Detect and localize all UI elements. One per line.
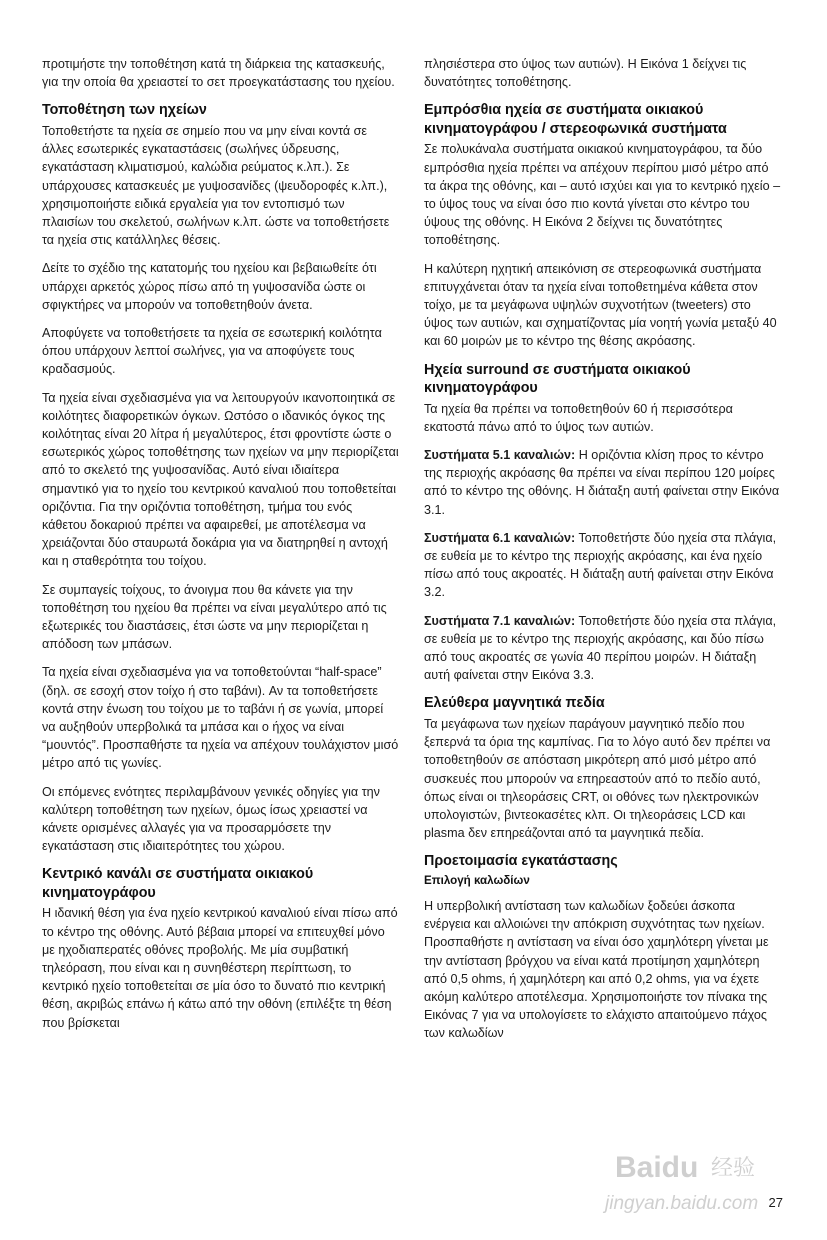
placement-paragraph-3: Αποφύγετε να τοποθετήσετε τα ηχεία σε εσωτερική κοιλότητα όπου υπάρχουν λεπτοί σωλήνες, για να αποφύγετε τους κραδασμούς. — [42, 325, 382, 377]
magnetic-paragraph: Τα μεγάφωνα των ηχείων παράγουν μαγνητικό πεδίο που ξεπερνά τα όρια της καμπίνας. Για το λόγο αυτό δεν πρέπει να τοποθετηθούν σε απόσταση μικρότερη από μισό μέτρο από συσκευές που μπορούν να επηρεαστούν από το πεδίο αυτό, όπως είναι οι τηλεοράσεις CRT, οι οθόνες των ηλεκτρονικών υπολογιστών, βιντεοκασέτες κλπ. Οι τηλεοράσεις LCD και plasma δεν επηρεάζονται από τα μαγνητικά πεδία. — [424, 716, 771, 841]
watermark-cn: 经验 — [711, 1155, 756, 1180]
system-5-1-paragraph — [424, 446, 781, 519]
watermark-url: jingyan.baidu.com — [605, 1193, 759, 1214]
placement-paragraph-7: Οι επόμενες ενότητες περιλαμβάνουν γενικές οδηγίες για την καλύτερη τοποθέτηση των ηχείων, όμως ίσως χρειαστεί να κάνετε ορισμένες αλλαγές για να προσαρμόσετε την εγκατάσταση στις ιδιαιτερότητες του χώρου. — [42, 784, 380, 854]
cables-paragraph: Η υπερβολική αντίσταση των καλωδίων ξοδεύει άσκοπα ενέργεια και αλλοιώνει την απόκριση συχνότητας των ηχείων. Προσπαθήστε η αντίσταση να είναι όσο χαμηλότερη γίνεται με την αντίσταση βρόγχου να είναι κατά προτίμηση χαμηλότερη από 0,5 ohms, ή χαμηλότερη και από 0,2 ohms, για να έχετε ακόμη καλύτερο αποτέλεσμα. Χρησιμοποιήστε τον πίνακα της Εικόνας 7 για να υπολογίσετε το ελάχιστο απαιτούμενο πάχος των καλωδίων — [424, 898, 769, 1041]
placement-paragraph-6: Τα ηχεία είναι σχεδιασμένα για να τοποθετούνται “half-space” (δηλ. σε εσοχή στον τοίχο ή στο ταβάνι). Αν τα τοποθετήσετε κοντά στην ένωση του τοίχου με το ταβάνι ή σε γωνία, μπορεί να αυξηθούν υπερβολικά τα μπάσα και ο ήχος να είναι “μουντός”. Προσπαθήστε τα ηχεία να απέχουν τουλάχιστον μισό μέτρο από τις γωνίες. — [42, 665, 399, 771]
page-number: 27 — [768, 1195, 783, 1210]
system-6-1-label: Συστήματα 6.1 καναλιών: — [424, 530, 576, 545]
center-channel-paragraph: Η ιδανική θέση για ένα ηχείο κεντρικού καναλιού είναι πίσω από το κέντρο της οθόνης. Αυτό βέβαια μπορεί να επιτευχθεί μόνο με ηχοδιαπερατές οθόνες προβολής. Με μία συμβατική τηλεόραση, που είναι και η συνηθέστερη περίπτωση, το κεντρικό ηχείο τοποθετείται σε μία όσο το δυνατό πιο κεντρική θέση, ακριβώς επάνω ή κάτω από την οθόνη (επιλέξτε τη θέση που βρίσκεται — [42, 906, 398, 1030]
surround-paragraph: Τα ηχεία θα πρέπει να τοποθετηθούν 60 ή περισσότερα εκατοστά πάνω από το ύψος των αυτιών. — [424, 401, 733, 434]
system-7-1-text: Τοποθετήστε δύο ηχεία στα πλάγια, σε ευθεία με το κέντρο της περιοχής ακρόασης, και δύο πίσω από τους ακροατές σε γωνία 40 περίπου μοιρών. Η διάταξη αυτή φαίνεται στην Εικόνα 3.3. — [424, 613, 777, 683]
placement-paragraph-2: Δείτε το σχέδιο της κατατομής του ηχείου και βεβαιωθείτε ότι υπάρχει αρκετός χώρος πίσω από τη γυψοσανίδα ώστε οι σφιγκτήρες να μπορούν να τοποθετηθούν άνετα. — [42, 261, 377, 312]
intro-paragraph: προτιμήστε την τοποθέτηση κατά τη διάρκεια της κατασκευής, για την οποία θα χρειαστεί το σετ προεγκατάστασης του ηχείου. — [42, 57, 395, 90]
right-column — [424, 55, 781, 1053]
system-5-1-label: Συστήματα 5.1 καναλιών: — [424, 448, 576, 463]
heading-surround-speakers: Ηχεία surround σε συστήματα οικιακού κινηματογράφου — [424, 361, 691, 397]
placement-paragraph-5: Σε συμπαγείς τοίχους, το άνοιγμα που θα κάνετε για την τοποθέτηση του ηχείου θα πρέπει να είναι μεγαλύτερο από τις εξωτερικές του διαστάσεις, έτσι ώστε να μην περιορίζεται η απόδοση των μπάσων. — [42, 582, 387, 652]
system-6-1-paragraph — [424, 529, 781, 602]
system-5-1-text: Η οριζόντια κλίση προς το κέντρο της περιοχής ακρόασης θα πρέπει να είναι περίπου 120 μοίρες από το κέντρο της οθόνης. Η διάταξη αυτή φαίνεται στην Εικόνα 3.1. — [424, 448, 780, 517]
system-6-1-text: Τοποθετήστε δύο ηχεία στα πλάγια, σε ευθεία με το κέντρο της περιοχής ακρόασης, και ένα ηχείο πίσω από τους ακροατές. Η διάταξη αυτή φαίνεται στην Εικόνα 3.2. — [424, 530, 777, 600]
heading-speaker-placement: Τοποθέτηση των ηχείων — [42, 102, 207, 119]
heading-center-channel: Κεντρικό κανάλι σε συστήματα οικιακού κινηματογράφου — [42, 866, 314, 901]
front-paragraph-1: Σε πολυκάναλα συστήματα οικιακού κινηματογράφου, τα δύο εμπρόσθια ηχεία πρέπει να απέχουν περίπου μισό μέτρο από τα άκρα της οθόνης, και – αυτό ισχύει και για το κεντρικό ηχείο – το ύψος τους να είναι όσο πιο κοντά γίνεται στο κέντρο του ύψους της οθόνης. Η Εικόνα 2 δείχνει τις δυνατότητες τοποθέτησης. — [424, 142, 781, 248]
placement-paragraph-4: Τα ηχεία είναι σχεδιασμένα για να λειτουργούν ικανοποιητικά σε κοιλότητες διαφορετικών όγκων. Ωστόσο ο ιδανικός όγκος της κοιλότητας είναι 20 λίτρα ή μεγαλύτερος, έτσι φροντίστε ώστε ο εσωτερικός χώρος τοποθέτησης των ηχείων να μην περιορίζεται από το σκελετό της γυψοσανίδας. Αυτό είναι ιδιαίτερα σημαντικό για το ηχείο του κεντρικού καναλιού που τοποθετείται οριζόντια. Για την οριζόντια τοποθέτηση, τμήμα του ενός κάθετου δοκαριού πρέπει να αφαιρεθεί, με αποτέλεσμα να χρειάζονται δύο σταυρωτά δοκάρια για να διατηρηθεί η αντοχή και η σταθερότητα του τοίχου. — [42, 390, 399, 569]
heading-installation-prep: Προετοιμασία εγκατάστασης — [424, 853, 618, 870]
front-paragraph-2: Η καλύτερη ηχητική απεικόνιση σε στερεοφωνικά συστήματα επιτυγχάνεται όταν τα ηχεία είναι τοποθετημένα κάθετα στον τοίχο, με τα μεγάφωνα υψηλών συχνοτήτων (tweeters) στο ύψος των αυτιών, και σχηματίζοντας μία νοητή γωνία μεταξύ 40 και 60 μοιρών με το κέντρο της θέσης ακρόασης. — [424, 261, 777, 349]
watermark-brand: Baidu — [615, 1151, 699, 1184]
system-7-1-label: Συστήματα 7.1 καναλιών: — [424, 613, 576, 628]
system-7-1-paragraph — [424, 612, 781, 685]
placement-paragraph-1: Τοποθετήστε τα ηχεία σε σημείο που να μην είναι κοντά σε άλλες εσωτερικές εγκαταστάσεις (σωλήνες ύδρευσης, εγκατάσταση κλιματισμού, καλώδια ρεύματος κ.λπ.). Σε υπάρχουσες κατασκευές με γυψοσανίδες (ψευδοροφές κ.λπ.), χρησιμοποιήστε ειδικά εργαλεία για τον εντοπισμό των πλαισίων του σκελετού, σωλήνων κ.λπ. ώστε να τοποθετήσετε τα ηχεία στις κατάλληλες θέσεις. — [42, 123, 390, 248]
subheading-cable-selection: Επιλογή καλωδίων — [424, 873, 530, 887]
left-column — [42, 55, 399, 1042]
baidu-watermark — [575, 1135, 775, 1225]
heading-magnetic-fields: Ελεύθερα μαγνητικά πεδία — [424, 695, 605, 712]
heading-front-speakers: Εμπρόσθια ηχεία σε συστήματα οικιακού κινηματογράφου / στερεοφωνικά συστήματα — [424, 102, 727, 137]
continuation-paragraph: πλησιέστερα στο ύψος των αυτιών). Η Εικόνα 1 δείχνει τις δυνατότητες τοποθέτησης. — [424, 57, 747, 90]
